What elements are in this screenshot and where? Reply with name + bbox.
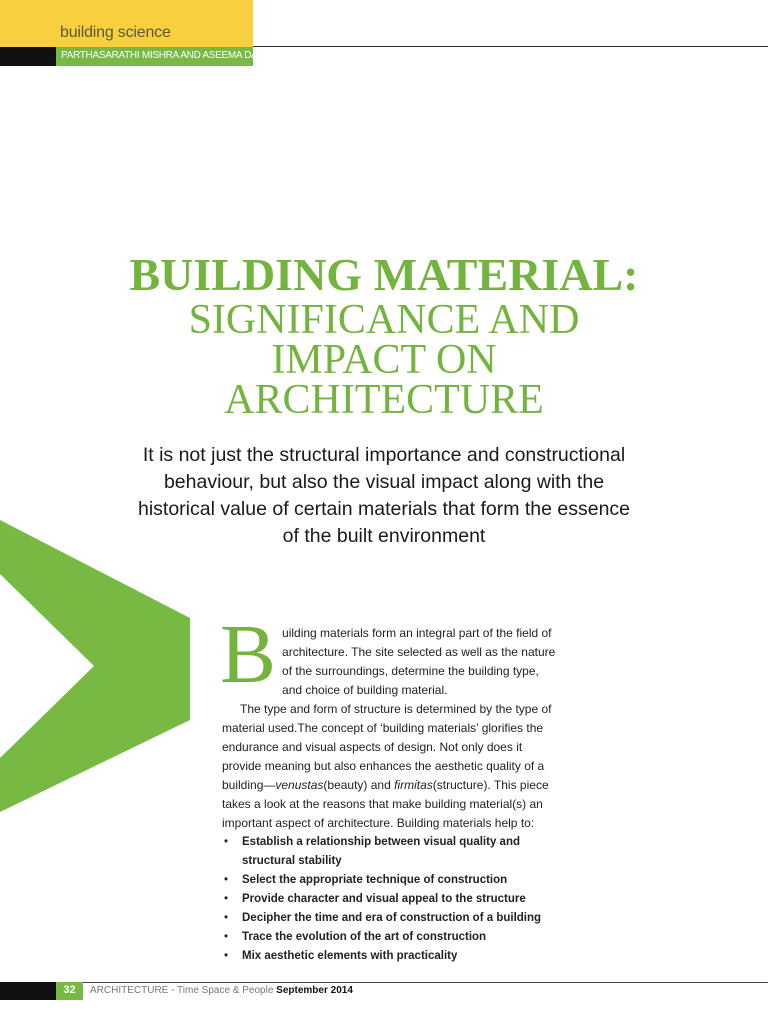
list-item-text: Mix aesthetic elements with practicality [242,950,458,962]
footer-black-bar [0,982,56,1000]
publication-name: ARCHITECTURE - Time Space & People [90,985,274,996]
title-line-1: BUILDING MATERIAL: [129,249,639,300]
bullet-mark: • [224,893,229,905]
benefits-list [222,833,562,966]
list-item [222,890,562,909]
para2-text-c: (structure). This piece takes a look at the reasons that make building material(s) an important aspect of architecture. Building materials help to: [222,778,549,830]
list-item-text: Select the appropriate technique of construction [242,874,508,886]
list-item [222,909,562,928]
body-paragraph-1: uilding materials form an integral part of the field of architecture. The site selected as well as the nature of the surroundings, determine the building type, and choice of building material. [282,626,556,697]
article-body [220,608,562,966]
list-item [222,871,562,890]
header-black-bar [0,47,56,66]
article-standfirst: It is not just the structural importance and constructional behaviour, but also the visual impact along with the historical value of certain materials that form the essence of the built environment [137,444,631,547]
title-line-2: SIGNIFICANCE AND [188,297,580,343]
list-item-text: Trace the evolution of the art of construction [242,931,487,943]
bullet-mark: • [224,950,229,962]
list-item-text: Establish a relationship between visual quality and structural stability [242,836,520,867]
venustas-term: venustas [275,778,324,792]
author-byline: PARTHASARATHI MISHRA AND ASEEMA DAS [61,50,264,61]
bullet-mark: • [224,874,229,886]
body-paragraph-2 [222,700,562,833]
footer-rule [0,982,768,983]
drop-cap: B [220,608,277,701]
bullet-mark: • [224,912,229,924]
list-item-text: Provide character and visual appeal to the structure [242,893,526,905]
section-label: building science [60,24,171,41]
title-line-4: ARCHITECTURE [224,377,544,423]
bullet-mark: • [224,836,229,848]
firmitas-term: firmitas [394,778,433,792]
bullet-mark: • [224,931,229,943]
footer-folio [90,985,353,996]
article-title [0,249,768,423]
header-rule [253,46,768,47]
list-item [222,928,562,947]
para2-text-a: The type and form of structure is determined by the type of material used.The concept of ‘building materials’ glorifies the endurance and visual aspects of design. Not only does it provide meaning but also enhances the aesthetic quality of a building— [222,702,552,792]
list-item [222,833,562,871]
title-line-3: IMPACT ON [271,337,497,383]
page-number: 32 [63,984,76,996]
issue-date: September 2014 [276,985,353,996]
list-item [222,947,562,966]
para2-text-b: (beauty) and [323,778,395,792]
green-chevron-graphic [0,520,190,812]
list-item-text: Decipher the time and era of construction of a building [242,912,542,924]
